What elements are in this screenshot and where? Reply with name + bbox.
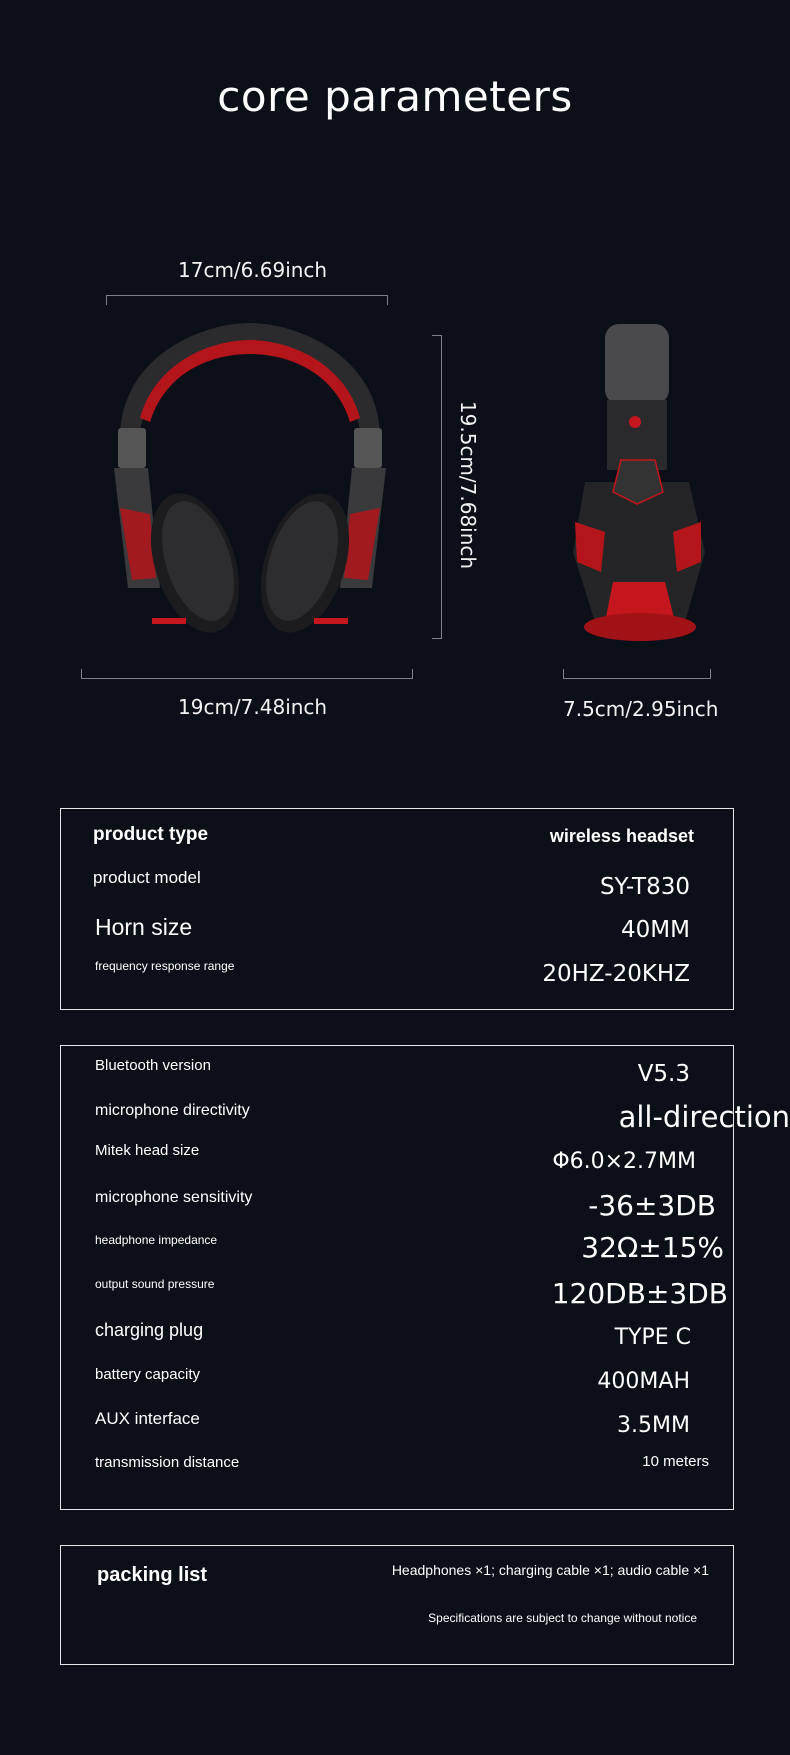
spec-value-output-sound-pressure: 120DB±3DB	[551, 1277, 728, 1310]
spec-value-product-model: SY-T830	[599, 874, 690, 900]
spec-value-microphone-directivity: all-direction	[618, 1100, 790, 1134]
depth-tick-right	[710, 669, 711, 679]
spec-label-headphone-impedance: headphone impedance	[95, 1233, 218, 1247]
spec-value-transmission-distance: 10 meters	[642, 1453, 709, 1470]
spec-value-battery-capacity: 400MAH	[597, 1369, 690, 1394]
spec-label-output-sound-pressure: output sound pressure	[95, 1277, 215, 1291]
bottom-width-line	[81, 678, 413, 679]
spec-value-microphone-sensitivity: -36±3DB	[588, 1189, 716, 1222]
spec-label-aux-interface: AUX interface	[95, 1409, 200, 1428]
page-title: core parameters	[217, 72, 573, 121]
spec-value-product-type: wireless headset	[549, 826, 694, 846]
spec-value-horn-size: 40MM	[621, 917, 690, 943]
spec-value-mitek-head-size: Φ6.0×2.7MM	[552, 1149, 696, 1174]
spec-value-aux-interface: 3.5MM	[617, 1413, 690, 1438]
spec-value-frequency-response: 20HZ-20KHZ	[542, 961, 690, 987]
spec-label-battery-capacity: battery capacity	[95, 1366, 201, 1383]
depth-line	[563, 678, 711, 679]
top-width-line	[106, 295, 388, 296]
bottom-width-tick-left	[81, 669, 82, 679]
bottom-width-tick-right	[412, 669, 413, 679]
bottom-width-label: 19cm/7.48inch	[178, 695, 328, 719]
height-line	[441, 335, 442, 639]
specs-change-notice: Specifications are subject to change without notice	[428, 1611, 697, 1625]
spec-value-headphone-impedance: 32Ω±15%	[581, 1231, 724, 1264]
packing-list-contents: Headphones ×1; charging cable ×1; audio cable ×1	[391, 1562, 709, 1578]
spec-label-transmission-distance: transmission distance	[95, 1454, 240, 1471]
depth-tick-left	[563, 669, 564, 679]
top-width-tick-left	[106, 295, 107, 305]
depth-label: 7.5cm/2.95inch	[563, 697, 719, 721]
height-label: 19.5cm/7.68inch	[456, 400, 480, 570]
spec-label-frequency-response: frequency response range	[95, 959, 235, 973]
spec-value-charging-plug: TYPE C	[614, 1325, 691, 1350]
spec-label-product-type: product type	[93, 824, 209, 845]
spec-value-bluetooth-version: V5.3	[637, 1061, 690, 1087]
spec-label-microphone-sensitivity: microphone sensitivity	[95, 1189, 253, 1206]
spec-label-mitek-head-size: Mitek head size	[95, 1142, 200, 1159]
headset-front-image	[100, 318, 400, 648]
top-width-tick-right	[387, 295, 388, 305]
spec-label-product-model: product model	[93, 868, 201, 887]
packing-list-label: packing list	[97, 1564, 208, 1586]
height-tick-top	[432, 335, 442, 336]
spec-label-microphone-directivity: microphone directivity	[95, 1102, 250, 1119]
spec-label-charging-plug: charging plug	[95, 1320, 204, 1340]
height-tick-bottom	[432, 638, 442, 639]
headset-side-image	[565, 322, 715, 652]
spec-label-horn-size: Horn size	[95, 914, 193, 940]
spec-label-bluetooth-version: Bluetooth version	[95, 1057, 211, 1074]
top-width-label: 17cm/6.69inch	[178, 258, 328, 282]
